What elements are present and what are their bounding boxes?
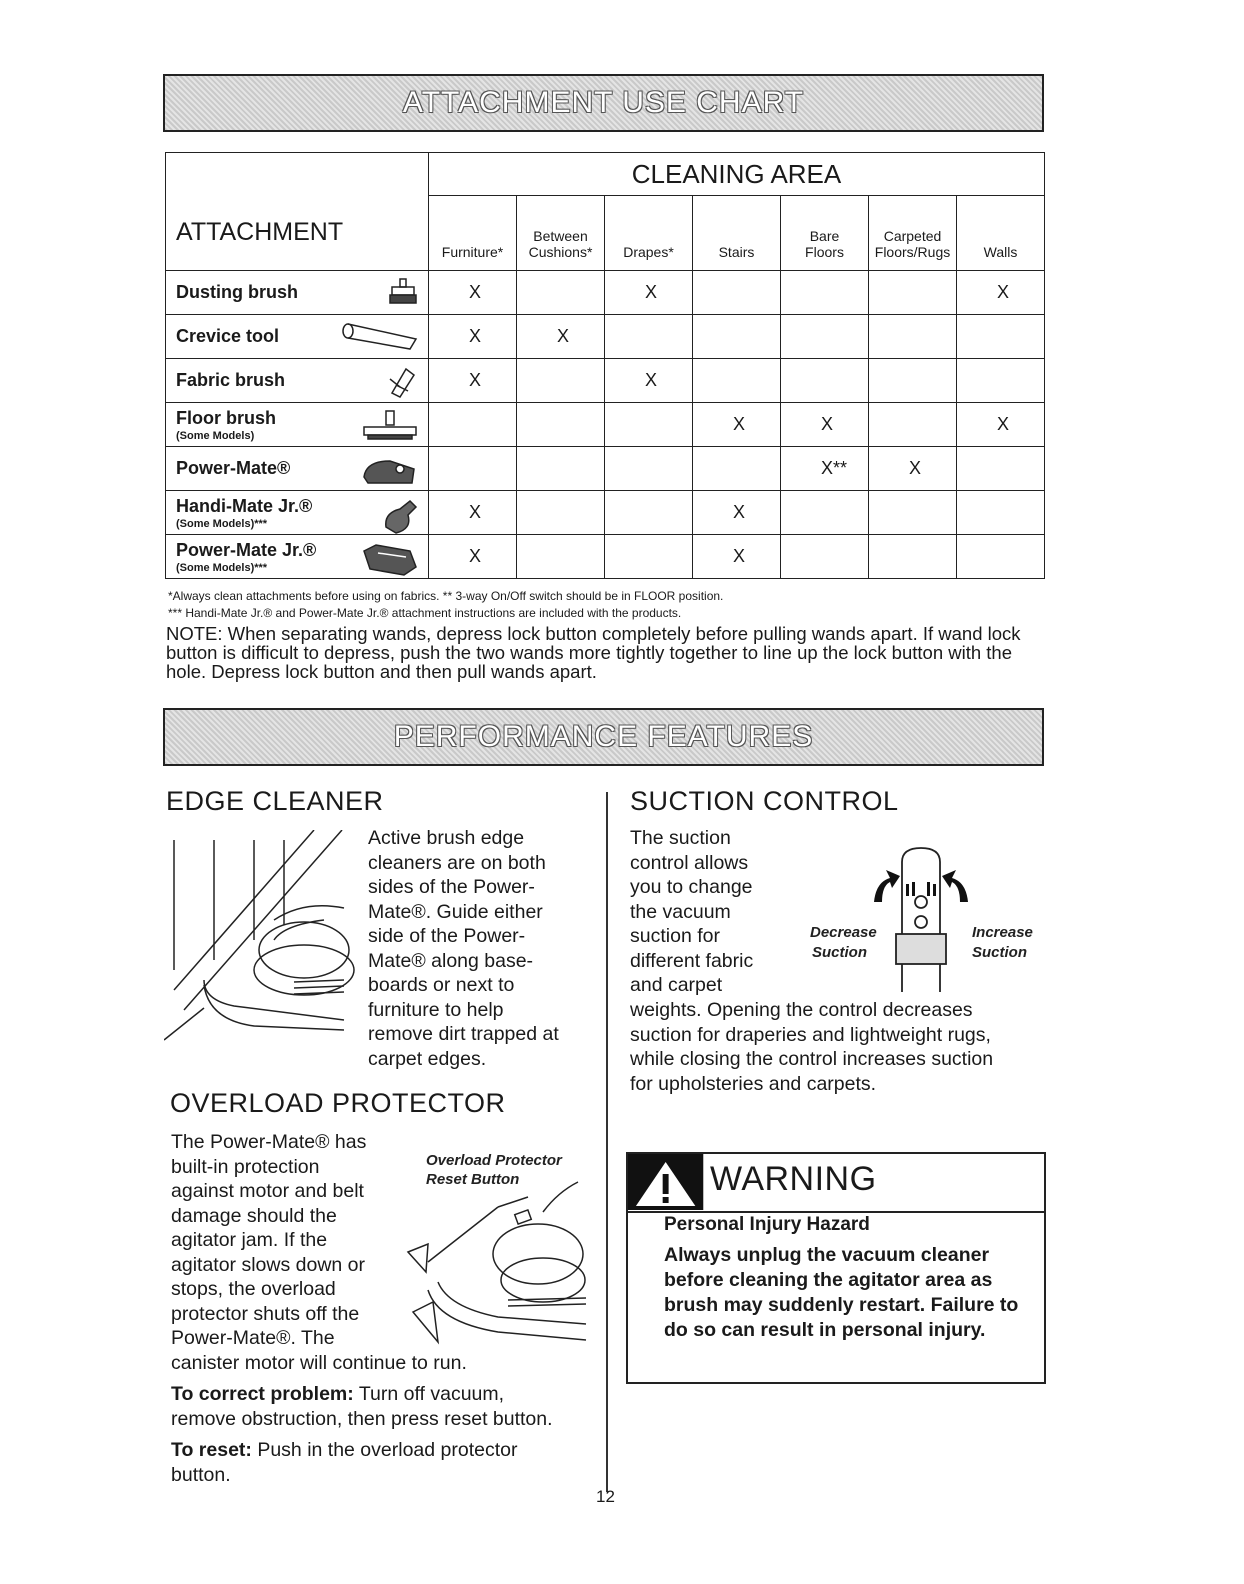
- footnote-2: *** Handi-Mate Jr.® and Power-Mate Jr.® attachment instructions are included with the products.: [168, 606, 682, 620]
- attachment-name: Power-Mate Jr.®: [176, 539, 317, 560]
- note-label: NOTE:: [166, 623, 223, 644]
- column-header-drapes: Drapes*: [605, 196, 693, 271]
- chart-cell: X: [869, 447, 957, 491]
- increase-label-2: Suction: [972, 944, 1027, 961]
- attachment-name-cell: [166, 447, 429, 491]
- attachment-name: Floor brush: [176, 407, 276, 428]
- chart-cell: [781, 491, 869, 535]
- chart-cell: [693, 315, 781, 359]
- chart-cell: [869, 359, 957, 403]
- chart-cell: [781, 315, 869, 359]
- chart-cell: X: [605, 359, 693, 403]
- chart-cell: X: [429, 315, 517, 359]
- suction-text-full: weights. Opening the control decreases suction for draperies and lightweight rugs, while closing the control increases suction for upholsteries and carpets.: [630, 999, 994, 1095]
- attachment-name-cell: [166, 491, 429, 535]
- attachment-name-cell: [166, 271, 429, 315]
- chart-row: [166, 535, 1045, 579]
- chart-cell: [429, 447, 517, 491]
- column-header-carpeted: Carpeted Floors/Rugs: [869, 196, 957, 271]
- chart-cell: X: [693, 403, 781, 447]
- chart-cell: X: [693, 491, 781, 535]
- chart-row: [166, 271, 1045, 315]
- chart-cell: [517, 447, 605, 491]
- chart-cell: X: [429, 271, 517, 315]
- chart-row: [166, 447, 1045, 491]
- chart-cell: [429, 403, 517, 447]
- chart-cell: [605, 491, 693, 535]
- chart-row: [166, 491, 1045, 535]
- edge-cleaner-illustration: [164, 830, 364, 1050]
- column-header-cushions: Between Cushions*: [517, 196, 605, 271]
- attachment-note: (Some Models): [176, 429, 255, 442]
- chart-cell: [957, 315, 1045, 359]
- chart-cell: [957, 491, 1045, 535]
- reset-text: To reset: Push in the overload protector button.: [171, 1439, 518, 1486]
- edge-cleaner-title: EDGE CLEANER: [166, 786, 384, 816]
- chart-cell: [605, 403, 693, 447]
- attachment-name-cell: [166, 535, 429, 579]
- overload-text: The Power-Mate® has built-in protection against motor and belt damage should the agitator jam. If the agitator slows down or stops, the overload protector shuts off the Power-Mate®. The canister motor will continue to run.: [171, 1131, 467, 1374]
- chart-cell: [517, 359, 605, 403]
- chart-cell: [869, 535, 957, 579]
- chart-cell: X: [957, 403, 1045, 447]
- overload-caption-2: Reset Button: [426, 1171, 520, 1188]
- chart-cell: [869, 271, 957, 315]
- column-divider: [606, 792, 608, 1492]
- chart-cell: [869, 403, 957, 447]
- attachment-chart-title: ATTACHMENT USE CHART: [402, 86, 805, 119]
- attachment-name: Crevice tool: [176, 326, 280, 346]
- suction-text-short: The suction control allows you to change the vacuum suction for different fabric and carpet: [630, 827, 754, 996]
- overload-title: OVERLOAD PROTECTOR: [170, 1088, 506, 1118]
- column-header-furniture: Furniture*: [429, 196, 517, 271]
- attachment-name-cell: [166, 315, 429, 359]
- chart-cell: [781, 271, 869, 315]
- chart-cell: X: [693, 535, 781, 579]
- correct-problem-text: To correct problem: Turn off vacuum, remove obstruction, then press reset button.: [171, 1383, 553, 1430]
- chart-cell: [869, 491, 957, 535]
- attachment-name-cell: [166, 403, 429, 447]
- chart-cell: [869, 315, 957, 359]
- warning-word: WARNING: [710, 1160, 877, 1198]
- overload-caption-1: Overload Protector: [426, 1152, 562, 1169]
- attachment-name: Dusting brush: [176, 282, 298, 302]
- chart-cell: X: [517, 315, 605, 359]
- attachment-name: Fabric brush: [176, 370, 286, 390]
- attachment-note: (Some Models)***: [176, 517, 268, 530]
- chart-cell: [517, 271, 605, 315]
- column-header-bare-floors: Bare Floors: [781, 196, 869, 271]
- decrease-label-2: Suction: [812, 944, 867, 961]
- chart-cell: X: [429, 491, 517, 535]
- chart-cell: [605, 315, 693, 359]
- performance-title: PERFORMANCE FEATURES: [393, 720, 814, 753]
- chart-cell: [693, 447, 781, 491]
- attachment-chart-banner: [163, 74, 1044, 132]
- chart-cell: [957, 359, 1045, 403]
- decrease-label-1: Decrease: [810, 924, 877, 941]
- chart-cell: X**: [781, 447, 869, 491]
- chart-cell: X: [429, 535, 517, 579]
- chart-cell: [517, 491, 605, 535]
- edge-cleaner-text: Active brush edge cleaners are on both sides of the Power- Mate®. Guide either side of the Power- Mate® along base- boards or next to furniture to help remove dirt trapped at carpet edges.: [368, 827, 559, 1070]
- increase-label-1: Increase: [972, 924, 1033, 941]
- chart-row: [166, 315, 1045, 359]
- warning-text: Always unplug the vacuum cleaner before cleaning the agitator area as brush may suddenly restart. Failure to do so can result in personal injury.: [664, 1244, 1019, 1341]
- warning-box: [626, 1152, 1046, 1384]
- chart-cell: [781, 535, 869, 579]
- note-text: When separating wands, depress lock button completely before pulling wands apart. If wand lock button is difficult to depress, push the two wands more tightly together to line up the lock button with the hole. Depress lock button and then pull wands apart.: [166, 623, 1021, 682]
- chart-cell: [957, 535, 1045, 579]
- column-header-stairs: Stairs: [693, 196, 781, 271]
- attachment-name-cell: [166, 359, 429, 403]
- chart-cell: X: [429, 359, 517, 403]
- attachment-use-chart: [165, 152, 1045, 579]
- chart-cell: [517, 403, 605, 447]
- chart-cell: X: [957, 271, 1045, 315]
- cleaning-area-header: CLEANING AREA: [429, 153, 1045, 196]
- chart-cell: [517, 535, 605, 579]
- attachment-name: Handi-Mate Jr.®: [176, 495, 313, 516]
- chart-cell: X: [781, 403, 869, 447]
- suction-control-illustration: [866, 842, 976, 992]
- chart-cell: [605, 447, 693, 491]
- chart-row: [166, 403, 1045, 447]
- footnote-1: *Always clean attachments before using on fabrics. ** 3-way On/Off switch should be in FLOOR position.: [168, 589, 724, 603]
- column-header-walls: Walls: [957, 196, 1045, 271]
- attachment-header: ATTACHMENT: [166, 196, 429, 271]
- chart-cell: [605, 535, 693, 579]
- attachment-note: (Some Models)***: [176, 561, 268, 574]
- blank-corner-cell: [166, 153, 429, 196]
- suction-title: SUCTION CONTROL: [630, 786, 899, 816]
- attachment-name: Power-Mate®: [176, 458, 291, 478]
- chart-cell: X: [605, 271, 693, 315]
- chart-cell: [781, 359, 869, 403]
- performance-banner: [163, 708, 1044, 766]
- chart-cell: [693, 271, 781, 315]
- warning-subtitle: Personal Injury Hazard: [664, 1214, 870, 1235]
- chart-cell: [957, 447, 1045, 491]
- chart-row: [166, 359, 1045, 403]
- chart-cell: [693, 359, 781, 403]
- overload-protector-illustration: [398, 1172, 588, 1352]
- wand-note: [166, 624, 1046, 681]
- page-number: 12: [596, 1487, 615, 1506]
